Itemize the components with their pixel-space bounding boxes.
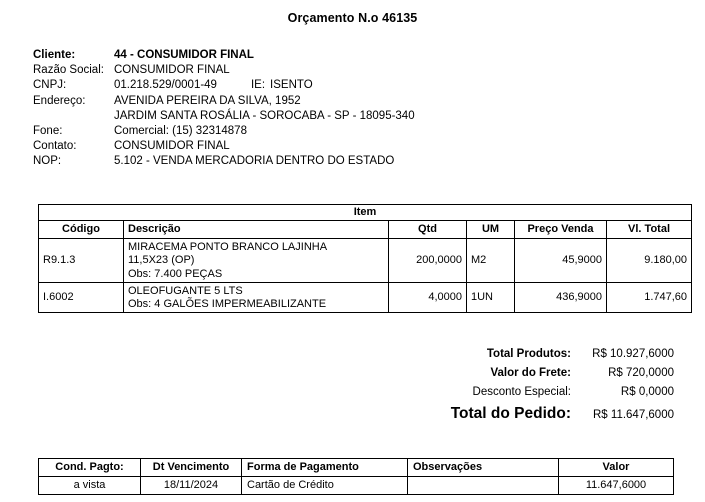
items-table-band-row [39,205,692,221]
items-table-header-row [39,221,692,239]
cell-dt-vencimento: 18/11/2024 [141,477,242,495]
value-contato: CONSUMIDOR FINAL [114,140,230,153]
valor-frete-row [404,367,674,386]
customer-row-fone [33,124,633,139]
cell-preco-venda: 45,9000 [515,239,607,283]
total-produtos-row [404,348,674,367]
column-header-dt-vencimento[interactable]: Dt Vencimento [141,459,242,477]
label-cliente: Cliente: [33,49,76,61]
value-endereco-cont: JARDIM SANTA ROSÁLIA - SOROCABA - SP - 18095-340 [114,109,415,122]
cell-vl-total: 1.747,60 [607,282,692,312]
value-nop: 5.102 - VENDA MERCADORIA DENTRO DO ESTADO [114,155,395,168]
desconto-especial-row [404,386,674,405]
table-row[interactable] [39,477,674,495]
label-endereco: Endereço: [33,94,86,107]
value-razao-social: CONSUMIDOR FINAL [114,64,230,77]
total-pedido-row [404,405,674,429]
column-header-descricao[interactable]: Descrição [124,221,389,239]
customer-row-razao-social [33,63,633,78]
customer-info-block [33,48,633,170]
label-nop: NOP: [33,155,62,168]
cell-cond-pagto: a vista [39,477,141,495]
cell-qtd: 200,0000 [389,239,467,283]
valor-frete-label: Valor do Frete: [490,367,571,379]
page-title: Orçamento N.o 46135 [287,11,418,25]
items-table [38,204,692,313]
value-cnpj: 01.218.529/0001-49 [114,79,217,92]
payment-table-header-row [39,459,674,477]
value-cliente: 44 - CONSUMIDOR FINAL [114,49,254,61]
desc-line-2: Obs: 4 GALÕES IMPERMEABILIZANTE [128,298,327,311]
label-cnpj: CNPJ: [33,79,67,92]
column-header-cond-pagto[interactable]: Cond. Pagto: [39,459,141,477]
total-pedido-label: Total do Pedido: [450,405,571,422]
customer-row-endereco-continued [33,109,633,124]
customer-row-cnpj [33,78,633,93]
customer-row-nop [33,154,633,169]
column-header-preco-venda[interactable]: Preço Venda [515,221,607,239]
label-ie: IE: [250,79,266,92]
cell-descricao [124,282,389,312]
label-razao-social: Razão Social: [33,64,104,77]
cell-valor: 11.647,6000 [559,477,674,495]
desconto-especial-value: R$ 0,0000 [620,386,674,398]
label-fone: Fone: [33,124,63,137]
cell-preco-venda: 436,9000 [515,282,607,312]
table-row[interactable] [39,282,692,312]
column-header-valor[interactable]: Valor [559,459,674,477]
value-fone: Comercial: (15) 32314878 [114,124,247,137]
desc-line-1: OLEOFUGANTE 5 LTS [128,284,243,297]
column-header-qtd[interactable]: Qtd [389,221,467,239]
payment-conditions-table [38,458,674,495]
total-produtos-value: R$ 10.927,6000 [592,348,674,360]
totals-block [404,348,674,429]
items-table-band-label: Item [39,205,692,221]
cell-qtd: 4,0000 [389,282,467,312]
cell-um: 1UN [467,282,515,312]
cell-observacoes [408,477,559,495]
cell-descricao [124,239,389,283]
total-pedido-value: R$ 11.647,6000 [593,409,674,421]
cell-codigo: I.6002 [39,282,124,312]
column-header-vl-total[interactable]: Vl. Total [607,221,692,239]
cell-vl-total: 9.180,00 [607,239,692,283]
table-row[interactable] [39,239,692,283]
customer-row-endereco [33,94,633,109]
column-header-codigo[interactable]: Código [39,221,124,239]
value-ie: ISENTO [270,79,313,92]
cell-um: M2 [467,239,515,283]
cell-codigo: R9.1.3 [39,239,124,283]
label-contato: Contato: [33,140,77,153]
desc-line-3: Obs: 7.400 PEÇAS [128,267,223,280]
customer-row-contato [33,139,633,154]
column-header-um[interactable]: UM [467,221,515,239]
total-produtos-label: Total Produtos: [486,348,571,360]
desconto-especial-label: Desconto Especial: [472,386,571,398]
column-header-observacoes[interactable]: Observações [408,459,559,477]
customer-row-cliente [33,48,633,63]
desc-line-1: MIRACEMA PONTO BRANCO LAJINHA [128,241,328,254]
cell-forma-pagamento: Cartão de Crédito [242,477,408,495]
column-header-forma-pagamento[interactable]: Forma de Pagamento [242,459,408,477]
value-endereco: AVENIDA PEREIRA DA SILVA, 1952 [114,94,301,107]
desc-line-2: 11,5X23 (OP) [128,254,195,267]
valor-frete-value: R$ 720,0000 [608,367,674,379]
